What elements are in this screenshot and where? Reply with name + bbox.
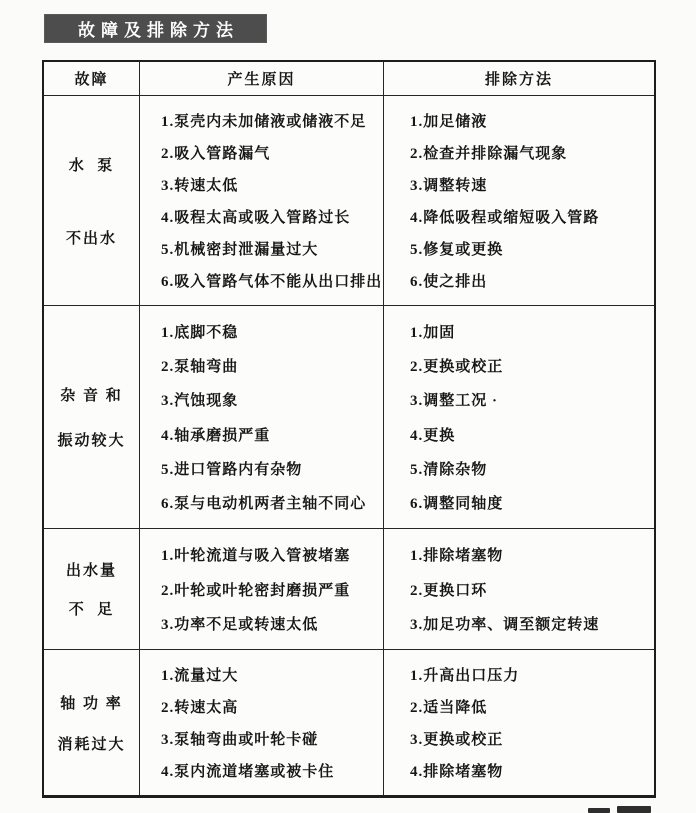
remedies-cell (384, 529, 654, 649)
cause-line: 4.轴承磨损严重 (161, 427, 271, 444)
fault-cell (44, 529, 140, 649)
fault-line: 振动较大 (57, 433, 126, 449)
cause-line: 6.泵与电动机两者主轴不同心 (161, 496, 367, 513)
remedies-cell (384, 96, 654, 305)
cause-line: 4.吸程太高或吸入管路过长 (161, 210, 351, 227)
fault-cell (44, 306, 140, 528)
remedy-line: 4.排除堵塞物 (410, 764, 504, 781)
table-row-pump-no-water (44, 95, 654, 305)
cause-line: 3.功率不足或转速太低 (161, 617, 319, 634)
table-header-row (44, 62, 654, 95)
cause-line: 2.吸入管路漏气 (161, 145, 271, 162)
cause-line: 6.吸入管路气体不能从出口排出 (161, 274, 383, 291)
cause-line: 1.叶轮流道与吸入管被堵塞 (161, 547, 351, 564)
fault-line: 消耗过大 (57, 736, 126, 753)
cause-line: 4.泵内流道堵塞或被卡住 (161, 764, 335, 781)
causes-cell (140, 306, 384, 528)
cause-line: 3.泵轴弯曲或叶轮卡碰 (161, 732, 319, 749)
remedy-line: 1.加足储液 (410, 113, 488, 130)
remedies-cell (384, 306, 654, 528)
remedy-line: 3.更换或校正 (410, 732, 504, 749)
cause-line: 1.底脚不稳 (161, 324, 239, 341)
cause-line: 5.机械密封泄漏量过大 (161, 242, 319, 259)
remedy-line: 3.加足功率、调至额定转速 (410, 617, 600, 634)
header-remedy: 排除方法 (484, 72, 553, 88)
cause-line: 1.泵壳内未加储液或储液不足 (161, 113, 367, 130)
causes-cell (140, 529, 384, 649)
remedy-line: 1.升高出口压力 (410, 667, 520, 684)
fault-line: 水 泵 (68, 157, 115, 174)
remedy-line: 4.降低吸程或缩短吸入管路 (410, 210, 600, 227)
remedy-line: 6.调整同轴度 (410, 496, 504, 513)
cause-line: 2.转速太高 (161, 699, 239, 716)
remedy-line: 2.检查并排除漏气现象 (410, 145, 568, 162)
table-row-excess-shaft-power (44, 649, 654, 795)
remedy-line: 2.适当降低 (410, 699, 488, 716)
table-row-insufficient-output (44, 528, 654, 649)
header-cause: 产生原因 (140, 62, 384, 95)
troubleshooting-table (42, 60, 656, 798)
causes-cell (140, 96, 384, 305)
causes-cell (140, 650, 384, 795)
remedy-line: 3.调整工况 · (410, 393, 499, 410)
remedy-line: 1.排除堵塞物 (410, 547, 504, 564)
remedy-line: 4.更换 (410, 427, 456, 444)
fault-line: 不 足 (68, 602, 115, 618)
cause-line: 3.汽蚀现象 (161, 393, 239, 410)
remedy-line: 6.使之排出 (410, 274, 488, 291)
table-row-noise-vibration (44, 305, 654, 528)
cause-line: 2.叶轮或叶轮密封磨损严重 (161, 582, 351, 599)
remedy-line: 1.加固 (410, 324, 456, 341)
cropped-print-artifact (588, 808, 610, 813)
header-fault: 故障 (44, 62, 140, 95)
remedies-cell (384, 650, 654, 795)
page-title-text: 故障及排除方法 (78, 21, 239, 40)
remedy-line: 5.修复或更换 (410, 242, 504, 259)
cause-line: 2.泵轴弯曲 (161, 358, 239, 375)
remedy-line: 2.更换或校正 (410, 358, 504, 375)
fault-cell (44, 96, 140, 305)
remedy-line: 3.调整转速 (410, 177, 488, 194)
cause-line: 3.转速太低 (161, 177, 239, 194)
cropped-print-artifact (617, 806, 651, 813)
fault-cell (44, 650, 140, 795)
fault-line: 不出水 (65, 230, 117, 247)
fault-line: 杂 音 和 (60, 388, 123, 404)
fault-line: 出水量 (65, 563, 117, 579)
remedy-line: 5.清除杂物 (410, 461, 488, 478)
remedy-line: 2.更换口环 (410, 582, 488, 599)
fault-line: 轴 功 率 (60, 695, 123, 712)
page-title (45, 15, 266, 42)
cause-line: 5.进口管路内有杂物 (161, 461, 303, 478)
cause-line: 1.流量过大 (161, 667, 239, 684)
